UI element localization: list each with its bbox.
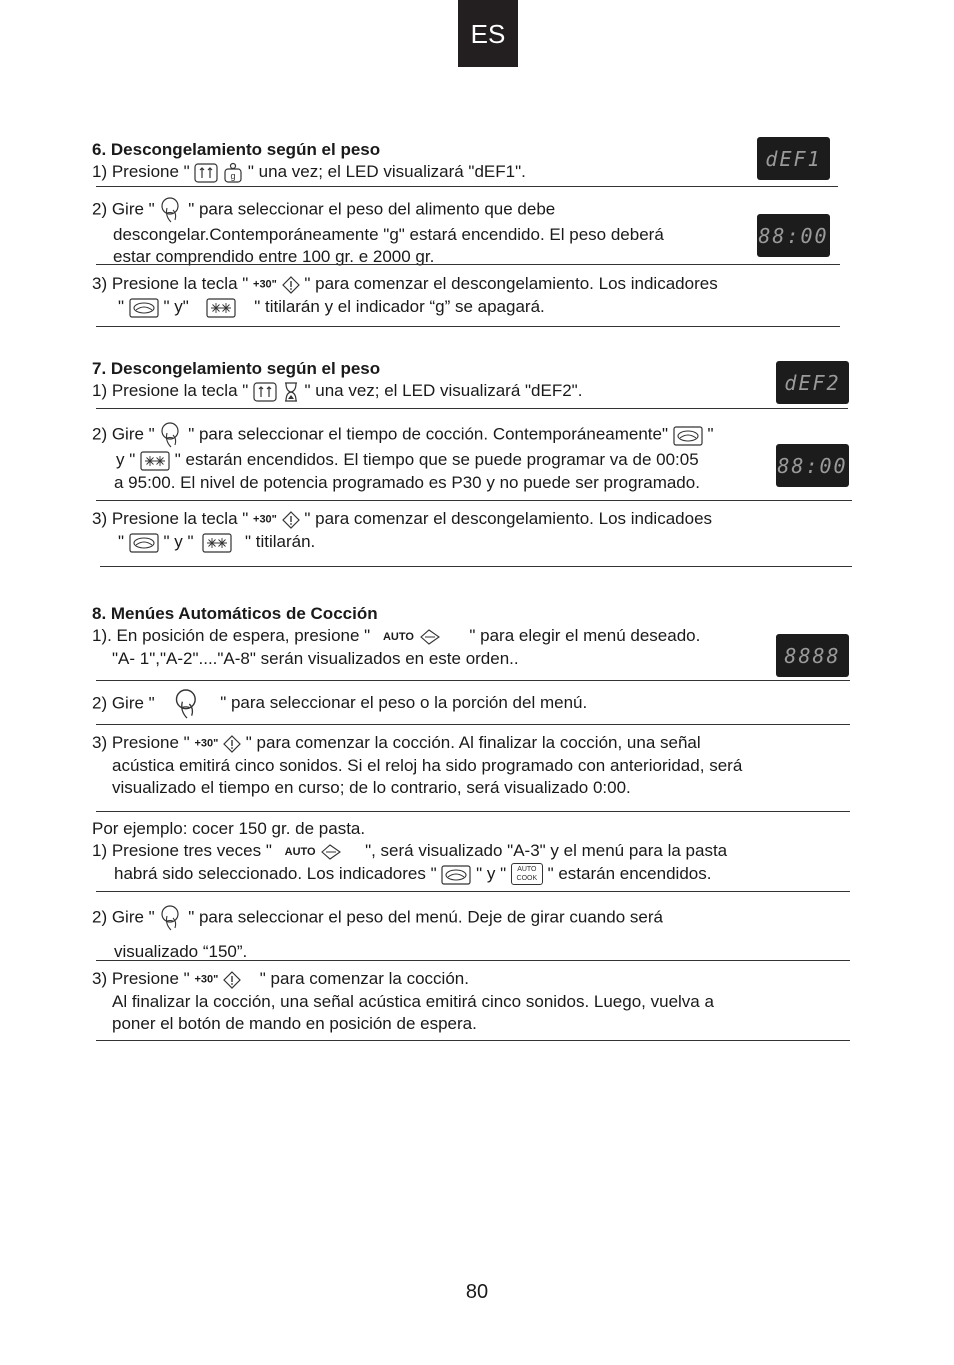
section-7-step-2: 2) Gire " " para seleccionar el tiempo de cocción. Contemporáneamente" " y " " estarán encendidos. El tiempo que se puede programar va de 00:05 a 95:00. El nivel de potencia programado es P30 y no puede ser programado.	[92, 421, 714, 494]
snowflake-icon	[206, 296, 236, 318]
knob-icon	[159, 421, 183, 449]
hourglass-icon	[282, 380, 300, 403]
divider	[100, 566, 852, 567]
plus30-label: +30"	[194, 973, 219, 986]
knob-icon	[159, 196, 183, 224]
auto-label: AUTO	[382, 630, 414, 643]
example-step-2: 2) Gire " " para seleccionar el peso del menú. Deje de girar cuando será visualizado “150”.	[92, 904, 663, 963]
microwave-icon	[441, 863, 471, 885]
divider	[96, 500, 852, 501]
auto-cook-icon: AUTO COOK	[511, 863, 543, 885]
divider	[96, 680, 850, 681]
section-6-step-2: 2) Gire " " para seleccionar el peso del alimento que debe descongelar.Contemporáneamente "g" estará encendido. El peso deberá estar comprendido entre 100 gr. e 2000 gr.	[92, 196, 664, 268]
defrost-icon	[194, 162, 218, 184]
knob-icon	[159, 904, 183, 932]
start-icon	[223, 733, 241, 755]
section-7-step-1: 1) Presione la tecla " " una vez; el LED visualizará "dEF2".	[92, 380, 582, 403]
divider	[96, 326, 840, 327]
section-6-step-1: 1) Presione " g " una vez; el LED visualizará "dEF1".	[92, 161, 526, 184]
led-display-time: 88:00	[757, 214, 830, 257]
section-8-title: 8. Menúes Automáticos de Cocción	[92, 604, 378, 623]
start-icon	[282, 509, 300, 531]
knob-icon	[173, 687, 201, 721]
language-tab: ES	[458, 0, 518, 67]
auto-hand-icon	[320, 841, 342, 863]
section-8-step-1: 1). En posición de espera, presione " AUTO " para elegir el menú deseado.	[92, 625, 700, 648]
svg-text:g: g	[230, 170, 236, 181]
snowflake-icon	[202, 531, 232, 553]
divider	[96, 186, 838, 187]
plus30-label: +30"	[194, 737, 219, 750]
section-8-step-3: 3) Presione " +30" " para comenzar la cocción. Al finalizar la cocción, una señal acústica emitirá cinco sonidos. Si el reloj ha sido programado con anterioridad, será visualizado el tiempo en curso; de lo contrario, será visualizado 0:00.	[92, 733, 743, 797]
start-icon	[282, 274, 300, 296]
led-display-def1: dEF1	[757, 137, 830, 180]
led-display-auto: 8888	[776, 634, 849, 677]
page-number: 80	[465, 1281, 489, 1303]
plus30-label: +30"	[253, 513, 277, 526]
divider	[96, 960, 850, 961]
section-6	[92, 139, 526, 184]
section-8-step-2: 2) Gire " " para seleccionar el peso o la porción del menú.	[92, 687, 587, 721]
microwave-icon	[673, 424, 703, 446]
microwave-icon	[129, 531, 159, 553]
divider	[96, 811, 850, 812]
auto-hand-icon	[419, 626, 441, 648]
example-step-3: 3) Presione " +30" " para comenzar la cocción. Al finalizar la cocción, una señal acústica emitirá cinco sonidos. Luego, vuelva a poner el botón de mando en posición de espera.	[92, 969, 714, 1033]
divider	[96, 891, 850, 892]
divider	[96, 264, 840, 265]
defrost-icon	[253, 381, 277, 403]
weight-icon	[223, 161, 243, 184]
microwave-icon	[129, 296, 159, 318]
section-6-step-3: 3) Presione la tecla " +30" " para comenzar el descongelamiento. Los indicadores " " y" " titilarán y el indicador “g” se apagará.	[92, 273, 718, 318]
example-step-1: 1) Presione tres veces " AUTO ", será visualizado "A-3" y el menú para la pasta	[92, 840, 727, 863]
divider	[96, 724, 850, 725]
divider	[96, 408, 848, 409]
divider	[96, 1040, 850, 1041]
section-8: 8. Menúes Automáticos de Cocción 1). En posición de espera, presione " AUTO " para elegir el menú deseado. "A- 1","A-2"...."A-8" serán visualizados en este orden..	[92, 604, 701, 668]
example-intro: Por ejemplo: cocer 150 gr. de pasta.	[92, 819, 366, 838]
example: Por ejemplo: cocer 150 gr. de pasta. 1) Presione tres veces " AUTO ", será visualizado "A-3" y el menú para la pasta habrá sido seleccionado. Los indicadores " " y " AUTO COOK " estarán encendidos.	[92, 818, 727, 885]
auto-label: AUTO	[284, 845, 316, 858]
section-7-step-3: 3) Presione la tecla " +30" " para comenzar el descongelamiento. Los indicadoes " " y " " titilarán.	[92, 508, 712, 553]
start-icon	[223, 969, 241, 991]
section-6-title: 6. Descongelamiento según el peso	[92, 140, 381, 159]
led-display-def2: dEF2	[776, 361, 849, 404]
section-7	[92, 358, 582, 403]
led-display-time: 88:00	[776, 444, 849, 487]
section-7-title: 7. Descongelamiento según el peso	[92, 359, 381, 378]
snowflake-icon	[140, 450, 170, 472]
plus30-label: +30"	[253, 278, 277, 291]
